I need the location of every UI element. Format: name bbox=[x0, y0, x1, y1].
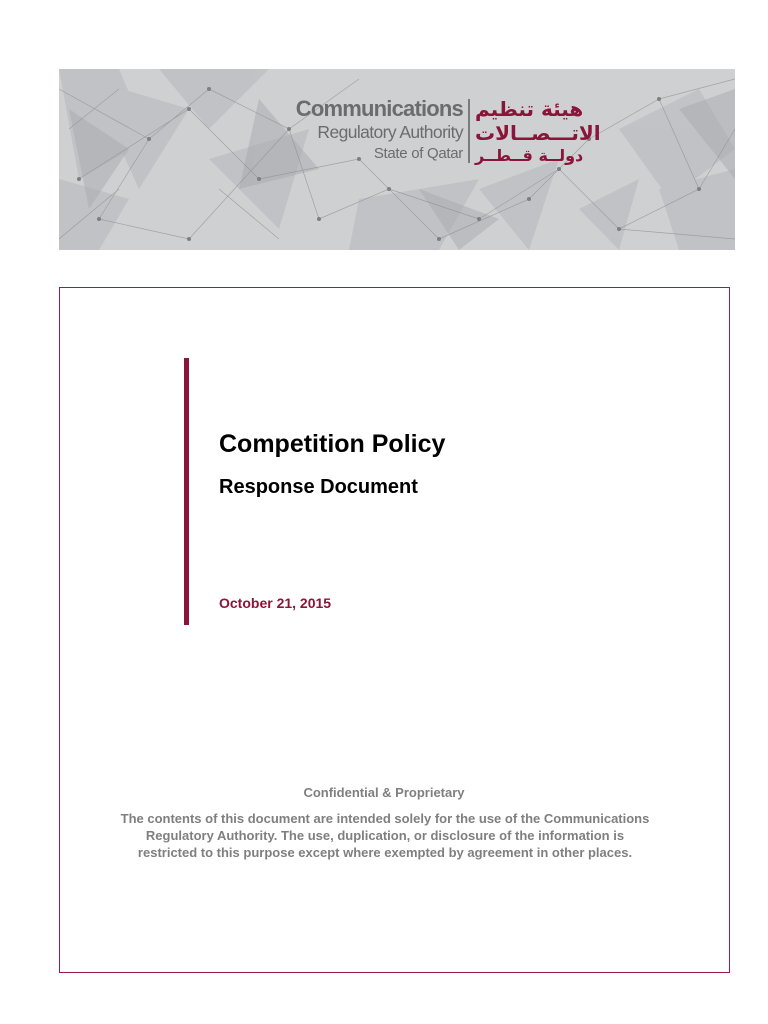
cra-logo bbox=[295, 96, 675, 167]
logo-arabic-line3: دولــة قــطــر bbox=[475, 146, 584, 165]
confidential-notice: The contents of this document are intended solely for the use of the Communications Regulatory Authority. The use, duplication, or disclosure of the information is restricted to this purpose except where exempted by agreement in other places. bbox=[120, 811, 650, 860]
header-banner bbox=[59, 69, 735, 250]
logo-line-regulatory-authority: Regulatory Authority bbox=[317, 122, 463, 142]
logo-arabic-line1: هيئة تنظيم bbox=[475, 97, 584, 121]
title-accent-bar bbox=[184, 358, 189, 625]
logo-arabic-line2: الاتـــصــالات bbox=[475, 121, 601, 145]
document-date: October 21, 2015 bbox=[219, 595, 332, 611]
confidential-heading: Confidential & Proprietary bbox=[303, 785, 465, 800]
logo-divider bbox=[468, 99, 470, 163]
document-title: Competition Policy bbox=[219, 430, 446, 458]
logo-english-text bbox=[296, 97, 463, 165]
cover-frame bbox=[59, 287, 730, 973]
logo-arabic-text bbox=[475, 97, 615, 167]
logo-line-state-of-qatar: State of Qatar bbox=[373, 145, 463, 162]
logo-line-communications: Communications bbox=[295, 96, 463, 121]
document-subtitle: Response Document bbox=[219, 476, 418, 498]
